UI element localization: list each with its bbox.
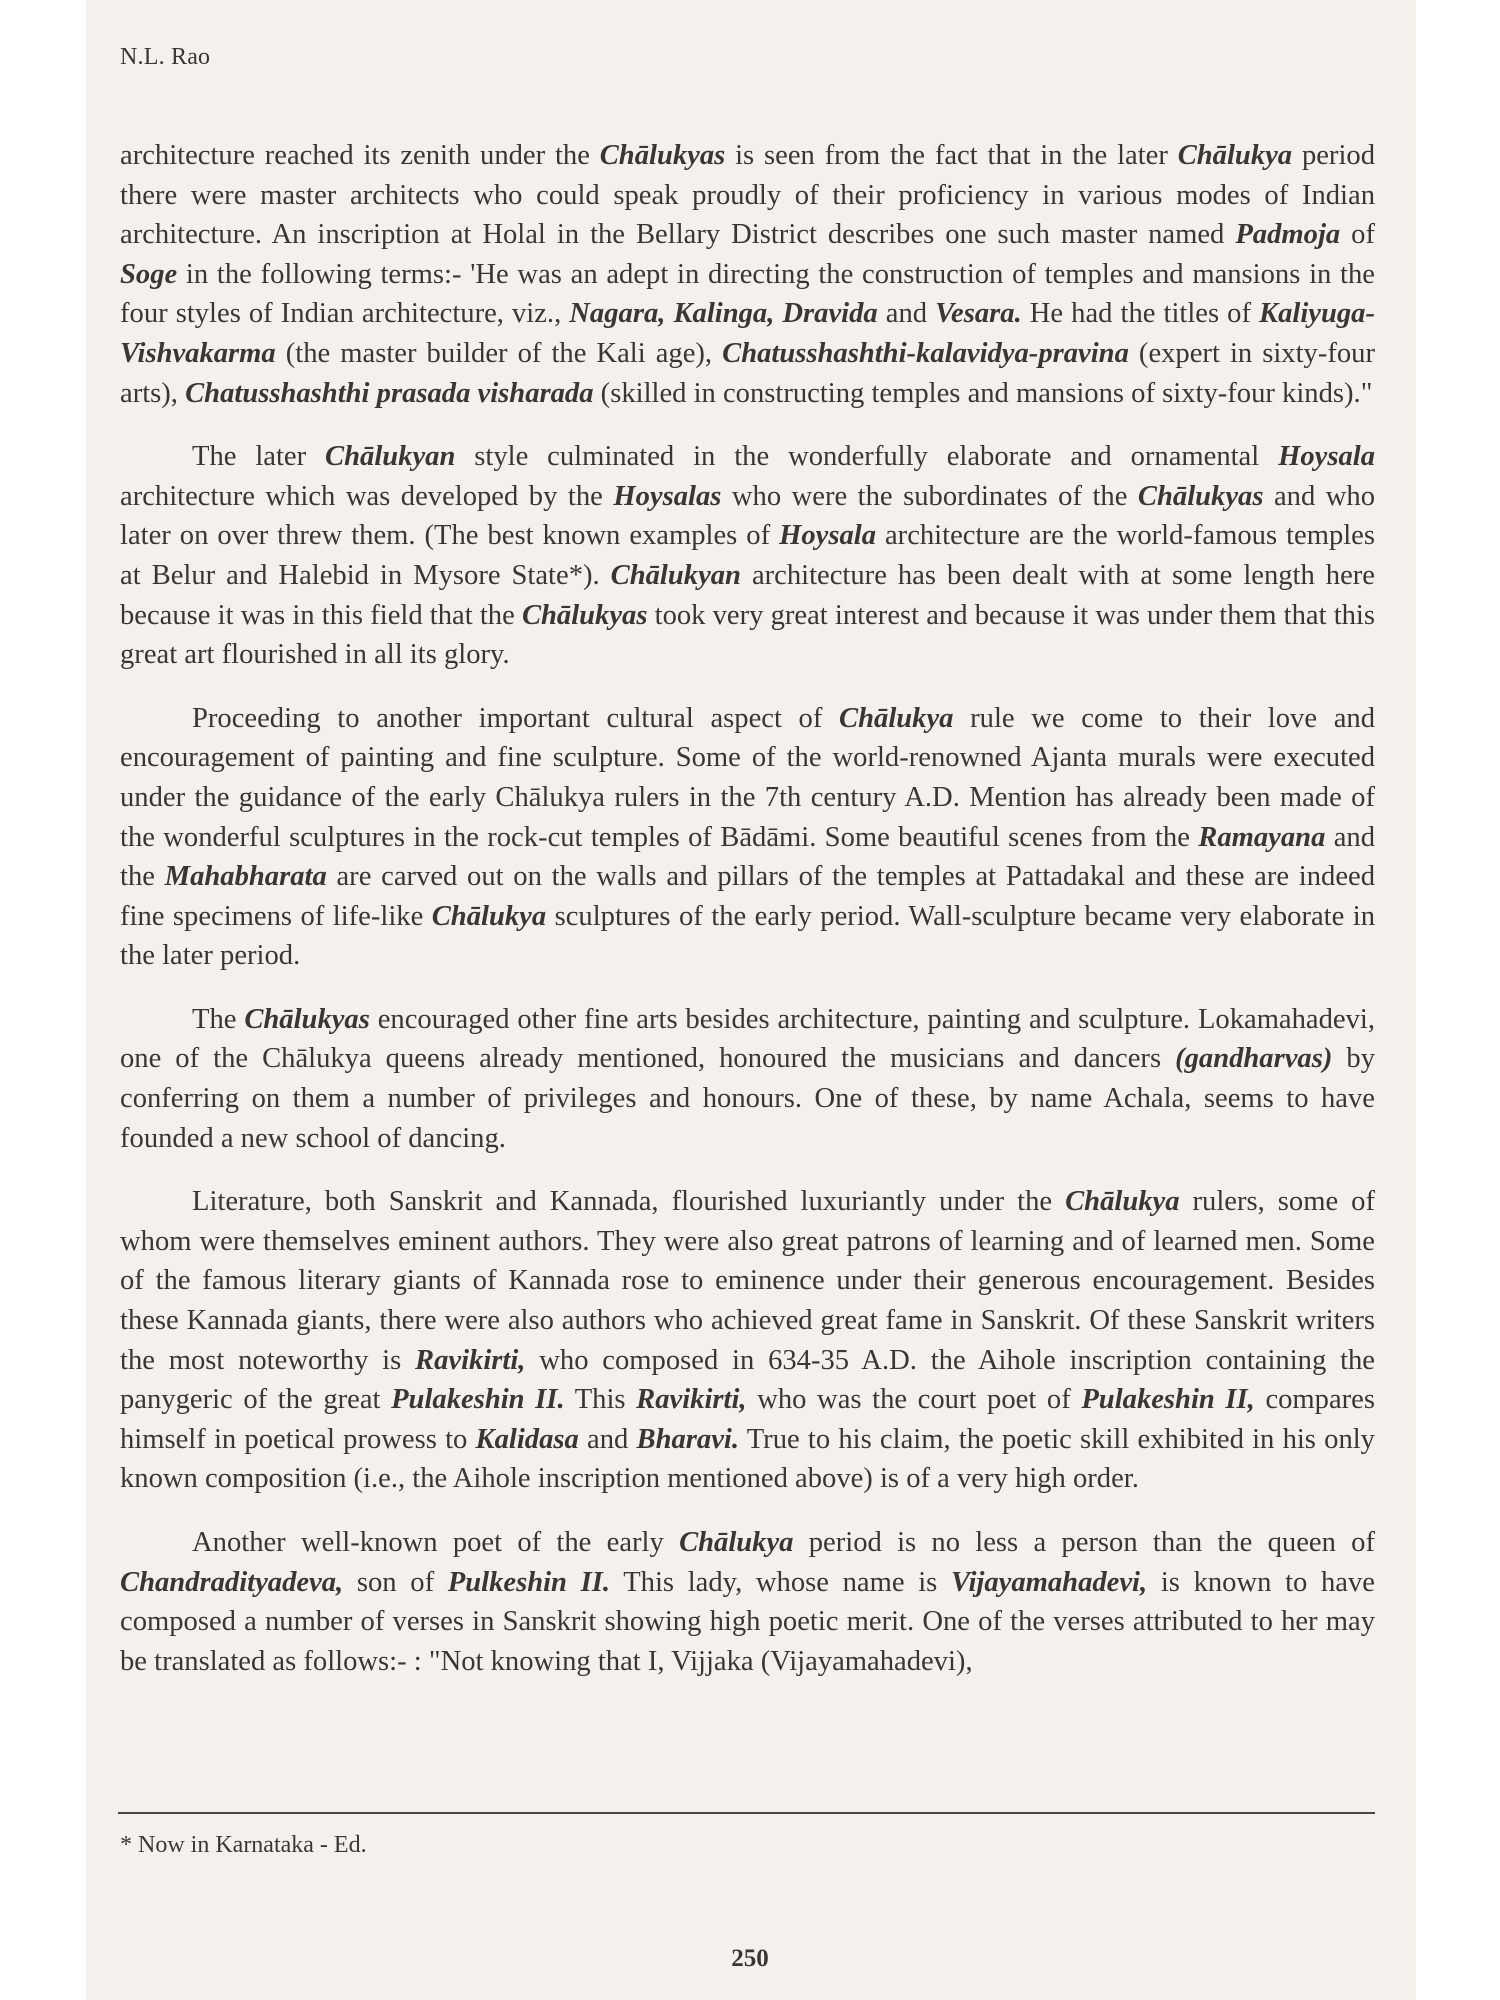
italic-term: Chandradityadeva, xyxy=(120,1566,344,1598)
italic-term: Chatusshashthi-kalavidya-pravina xyxy=(722,337,1129,369)
text-run: and who later on over threw them. (The best known examples of xyxy=(120,480,1375,552)
italic-term: Kalidasa xyxy=(475,1423,579,1455)
text-run: style culminated in the wonderfully elaborate and ornamental xyxy=(455,441,1279,473)
italic-term: Vijayamahadevi, xyxy=(950,1566,1148,1598)
italic-term: Mahabharata xyxy=(164,861,327,893)
text-run: who was the court poet of xyxy=(746,1384,1082,1416)
italic-term: Chālukyan xyxy=(610,559,741,591)
italic-term: Vesara. xyxy=(935,298,1022,330)
text-run: in the following terms:- 'He was an adept in directing the construction of temples and mansions in the four styles of Indian architecture, viz., xyxy=(120,258,1375,330)
text-run: period is no less a person than the queen of xyxy=(793,1527,1375,1558)
italic-term: Chālukya xyxy=(431,900,547,932)
italic-term: Chālukya xyxy=(1177,140,1293,171)
text-run: of xyxy=(1340,219,1375,251)
text-run: This lady, whose name is xyxy=(610,1566,951,1598)
text-run: and the xyxy=(120,821,1375,893)
text-run: Proceeding to another important cultural aspect of xyxy=(192,702,840,734)
italic-term: Pulkeshin II. xyxy=(447,1566,611,1598)
paragraph xyxy=(120,1182,1375,1499)
text-run: are carved out on the walls and pillars of the temples at Pattadakal and these are indeed fine specimens of life-like xyxy=(120,861,1375,932)
paragraph xyxy=(120,437,1375,675)
text-run: (expert in sixty-four arts), xyxy=(120,337,1376,409)
body-text xyxy=(120,136,1375,1705)
italic-term: Chatusshashthi prasada visharada xyxy=(185,377,594,409)
italic-term: Chālukya xyxy=(839,702,954,734)
text-run: Literature, both Sanskrit and Kannada, flourished luxuriantly under the xyxy=(192,1186,1066,1218)
paragraph xyxy=(120,136,1375,413)
italic-term: Chālukyas xyxy=(521,599,648,631)
text-run: encouraged other fine arts besides architecture, painting and sculpture. Lokamahadevi, one of the Chālukya queens already mentioned, honoured the musicians and dancers xyxy=(120,1003,1375,1075)
text-run: (the master builder of the Kali age), xyxy=(275,337,723,369)
italic-term: Chālukyas xyxy=(1137,480,1264,512)
italic-term: Ramayana xyxy=(1198,821,1326,853)
running-header-author: N.L. Rao xyxy=(120,44,211,70)
italic-term: Ravikirti, xyxy=(636,1384,747,1416)
text-run: and xyxy=(877,298,936,330)
text-run: (skilled in constructing temples and mansions of sixty-four kinds)." xyxy=(593,377,1373,409)
italic-term: Pulakeshin II, xyxy=(1081,1384,1255,1416)
italic-term: Chālukya xyxy=(679,1527,794,1558)
text-run: by conferring on them a number of privileges and honours. One of these, by name Achala, seems to have founded a new school of dancing. xyxy=(120,1043,1375,1154)
text-run: architecture has been dealt with at some length here because it was in this field that the xyxy=(120,559,1375,631)
italic-term: Nagara, Kalinga, Dravida xyxy=(569,298,878,330)
text-run: architecture reached its zenith under the xyxy=(120,140,600,171)
page-number: 250 xyxy=(731,1945,769,1972)
text-run: rule we come to their love and encouragement of painting and fine sculpture. Some of the world-renowned Ajanta murals were executed under the guidance of the early Chālukya rulers in the 7th century A.D. Mention has already been made of the wonderful sculptures in the rock-cut temples of Bādāmi. Some beautiful scenes from the xyxy=(120,702,1375,853)
text-run: This xyxy=(564,1384,637,1416)
text-run: is seen from the fact that in the later xyxy=(725,140,1178,171)
text-run: and xyxy=(578,1423,637,1455)
text-run: Another well-known poet of the early xyxy=(192,1527,680,1558)
text-run: True to his claim, the poetic skill exhibited in his only known composition (i.e., the Aihole inscription mentioned above) is of a very high order. xyxy=(120,1423,1375,1495)
italic-term: Chālukyas xyxy=(244,1003,370,1035)
italic-term: Chālukya xyxy=(1065,1186,1180,1218)
paragraph xyxy=(120,1000,1375,1158)
italic-term: Hoysalas xyxy=(613,480,722,512)
italic-term: Soge xyxy=(120,258,178,290)
footnote: * Now in Karnataka - Ed. xyxy=(120,1832,367,1858)
text-run: son of xyxy=(343,1566,448,1598)
text-run: rulers, some of whom were themselves eminent authors. They were also great patrons of learning and of learned men. Some of the famous literary giants of Kannada rose to eminence under their generous encouragement. Besides these Kannada giants, there were also authors who achieved great fame in Sanskrit. Of these Sanskrit writers the most noteworthy is xyxy=(120,1186,1376,1376)
text-run: architecture which was developed by the xyxy=(120,480,614,512)
italic-term: Padmoja xyxy=(1235,219,1341,251)
italic-term: Ravikirti, xyxy=(415,1344,526,1376)
italic-term: Bharavi. xyxy=(636,1423,740,1455)
text-run: The later xyxy=(192,441,326,473)
italic-term: (gandharvas) xyxy=(1175,1043,1333,1075)
italic-term: Chālukyas xyxy=(599,140,726,171)
text-run: took very great interest and because it was under them that this great art flourished in all its glory. xyxy=(120,599,1376,671)
text-run: architecture are the world-famous temples at Belur and Halebid in Mysore State*). xyxy=(120,520,1376,591)
paragraph xyxy=(120,1523,1375,1681)
text-run: who were the subordinates of the xyxy=(721,480,1138,512)
text-run: The xyxy=(192,1003,245,1035)
italic-term: Chālukyan xyxy=(325,441,456,473)
text-run: is known to have composed a number of verses in Sanskrit showing high poetic merit. One of the verses attributed to her may be translated as follows:- : "Not knowing that I, Vijjaka (Vijayamahadevi), xyxy=(120,1566,1375,1677)
paragraph xyxy=(120,699,1375,976)
text-run: sculptures of the early period. Wall-sculpture became very elaborate in the later period. xyxy=(120,900,1375,972)
text-run: He had the titles of xyxy=(1021,298,1260,330)
italic-term: Hoysala xyxy=(779,520,876,552)
italic-term: Kaliyuga-Vishvakarma xyxy=(120,298,1375,369)
text-run: who composed in 634-35 A.D. the Aihole inscription containing the panygeric of the great xyxy=(120,1344,1375,1416)
text-run: period there were master architects who could speak proudly of their proficiency in various modes of Indian architecture. An inscription at Holal in the Bellary District describes one such master named xyxy=(120,140,1375,251)
text-run: compares himself in poetical prowess to xyxy=(120,1384,1376,1455)
italic-term: Hoysala xyxy=(1278,441,1375,473)
footnote-divider xyxy=(118,1812,1375,1814)
italic-term: Pulakeshin II. xyxy=(391,1384,565,1416)
